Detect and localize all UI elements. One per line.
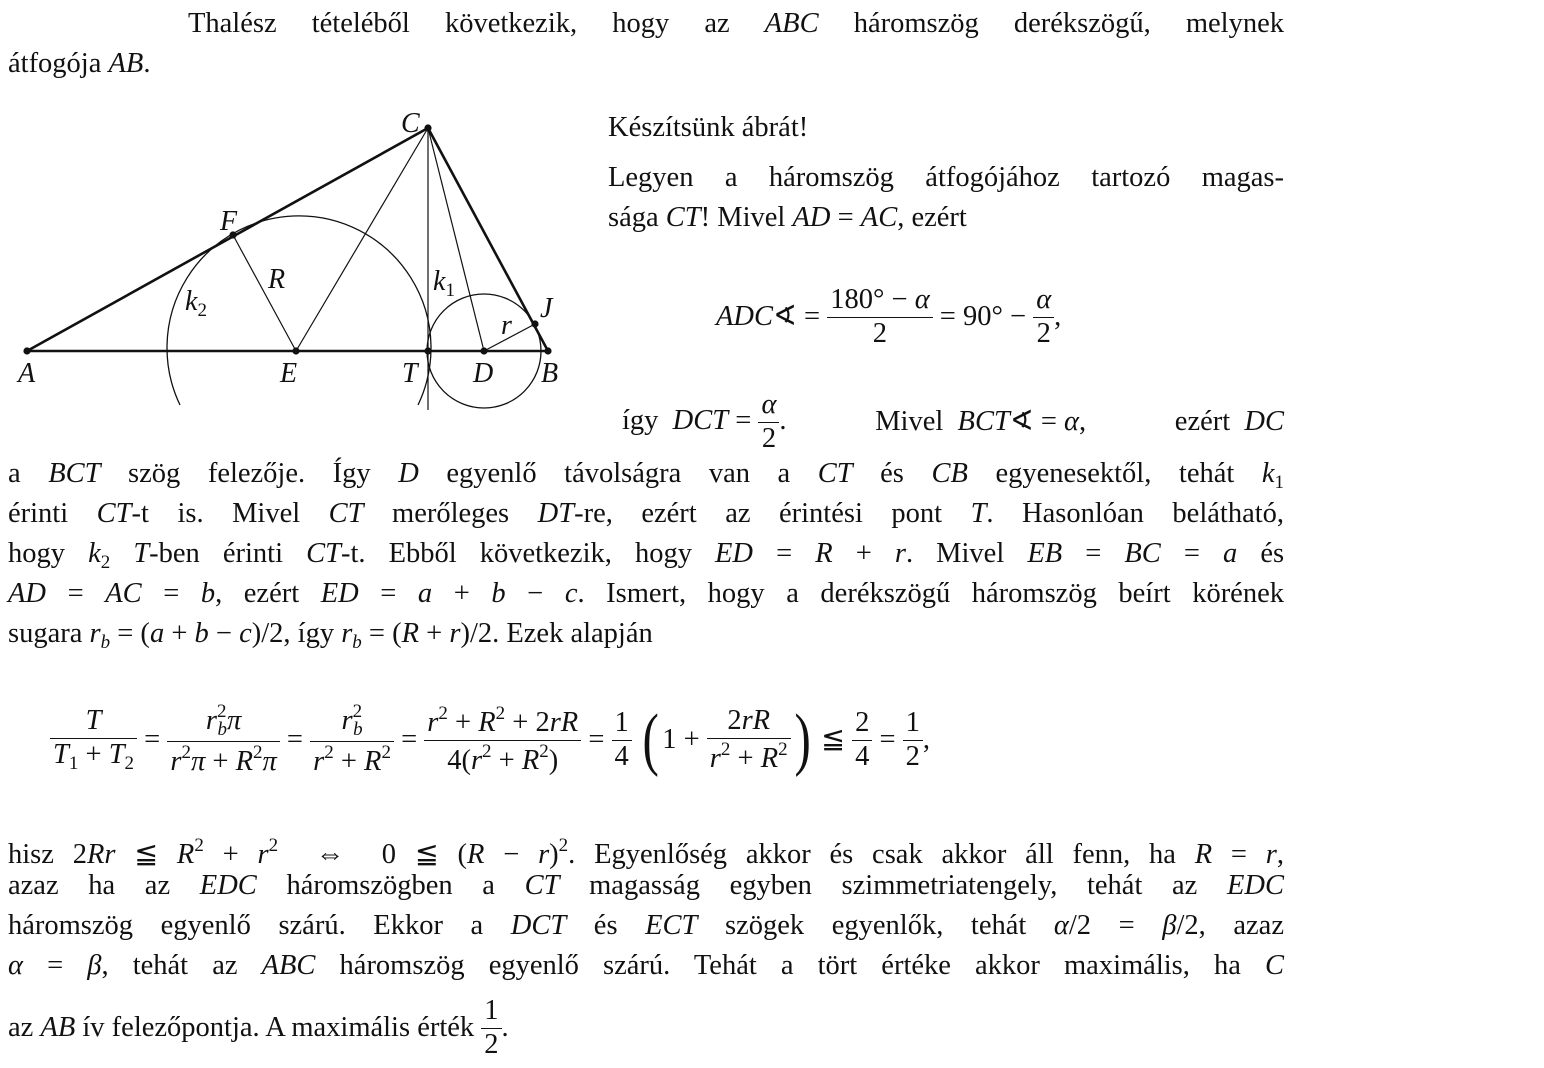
side-cb (428, 128, 548, 351)
body-line-4: AD = AC = b, ezért ED = a + b − c. Ismert, hogy a derékszögű háromszög beírt körének (8, 578, 1284, 609)
label-k1: $k_1$ (433, 266, 455, 301)
geometry-figure (0, 100, 590, 430)
equation-ratio: $\frac{T}{T_1 + T_2}$ = $\frac{r^2_b\pi}{r^2\pi + R^2\pi}$ = $\frac{r^2_b}{r^2 + R^2}$ = $\frac{r^2 + R^2 + 2rR}{4(r^2 + R^2)}$ = $\frac{1}{4}$ ( 1 + $\frac{2rR}{r^2 + R^2}$ ) ≦ $\frac{2}{4}$ = $\frac{1}{2}$ , (50, 690, 930, 790)
label-b: B (541, 358, 559, 389)
label-c: C (401, 108, 420, 139)
right-p2-line1: Legyen a háromszög átfogójához tartozó magas- (608, 162, 1284, 193)
conclusion-line-2: azaz ha az EDC háromszögben a CT magasság egyben szimmetriatengely, tehát az EDC (8, 870, 1284, 901)
label-r-small: r (501, 310, 512, 341)
intro-line-2: átfogója AB. (8, 48, 151, 79)
label-e: E (280, 358, 298, 389)
body-line-1: a BCT szög felezője. Így D egyenlő távolságra van a CT és CB egyenesektől, tehát $k_1$ (8, 458, 1284, 493)
body-line-5: sugara $r_b = (a + b - c)/2$, így $r_b = (R + r)/2$. Ezek alapján (8, 618, 653, 653)
label-k2: $k_2$ (185, 286, 207, 321)
equation-adc: ADC ∢ = $\frac{180^\circ - \alpha}{2}$ = 90° − $\frac{\alpha}{2}$ , (716, 283, 1062, 349)
conclusion-line-1: hisz 2Rr ≦ $R^2 + r^2$ ⇔ 0 ≦ $(R - r)^2$. Egyenlőség akkor és csak akkor áll fenn, ha R = r, (8, 835, 1285, 870)
label-j: J (540, 293, 553, 324)
label-a: A (18, 358, 36, 389)
conclusion-line-4: α = β, tehát az ABC háromszög egyenlő szárú. Tehát a tört értéke akkor maximális, ha C (8, 950, 1284, 981)
segment-cd (428, 128, 484, 351)
side-ac (27, 128, 428, 351)
label-f: F (220, 206, 238, 237)
body-line-3: hogy $k_2$ T-ben érinti CT-t. Ebből következik, hogy ED = R + r. Mivel EB = BC = a és (8, 538, 1285, 573)
segment-ce (296, 128, 428, 351)
right-p1: Készítsünk ábrát! (608, 112, 809, 143)
label-d: D (473, 358, 494, 389)
conclusion-line-3: háromszög egyenlő szárú. Ekkor a DCT és ECT szögek egyenlők, tehát α/2 = β/2, azaz (8, 910, 1284, 941)
body-line-2: érinti CT-t is. Mivel CT merőleges DT-re, ezért az érintési pont T. Hasonlóan belátható, (8, 498, 1285, 529)
segment-ef (233, 235, 296, 351)
right-igy-line: így DCT = $\frac{\alpha}{2}$ . Mivel BCT∢ = α, ezért DC (622, 388, 1284, 454)
right-p2-line2: sága CT! Mivel AD = AC, ezért (608, 202, 967, 233)
label-r-big: R (268, 264, 286, 295)
conclusion-line-5: az AB ív felezőpontja. A maximális érték $\frac{1}{2}$ . (8, 994, 509, 1060)
intro-line-1: Thalész tételéből következik, hogy az ABC háromszög derékszögű, melynek (188, 8, 1284, 39)
label-t: T (402, 358, 418, 389)
